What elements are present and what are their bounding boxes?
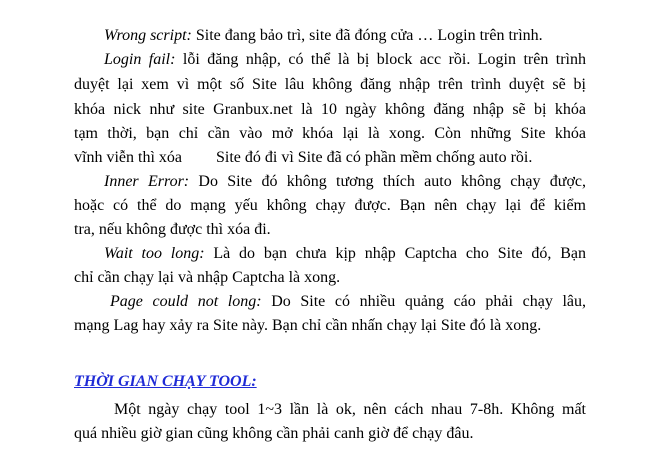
section-line-2: quá nhiều giờ gian cũng không cần phải canh giờ để chạy đâu.: [74, 425, 474, 442]
wrong-script-label: Wrong script:: [104, 27, 192, 44]
login-fail-line-1: [104, 50, 586, 70]
login-fail-line-3: khóa nick như site Granbux.net là 10 ngày không đăng nhập sẽ bị khóa: [74, 101, 586, 118]
section-line-1: Một ngày chạy tool 1~3 lần là ok, nên cách nhau 7-8h. Không mất: [114, 401, 586, 418]
login-fail-text-1: lỗi đăng nhập, có thể là bị block acc rồi. Login trên trình: [175, 51, 587, 68]
inner-error-text-1: Do Site đó không tương thích auto không chạy được,: [189, 173, 587, 190]
login-fail-text-5b: Site đó đi vì Site đã có phần mềm chống auto rồi.: [215, 149, 533, 166]
inner-error-line-3: tra, nếu không được thì xóa đi.: [74, 221, 271, 238]
wait-too-long-label: Wait too long:: [104, 245, 205, 262]
login-fail-line-4: tạm thời, bạn chỉ cần vào mở khóa lại là xong. Còn những Site khóa: [74, 125, 586, 142]
page-could-not-long-label: Page could not long:: [110, 293, 262, 310]
page-could-not-long-line-2: mạng Lag hay xảy ra Site này. Bạn chỉ cần nhấn chạy lại Site đó là xong.: [74, 317, 542, 334]
wrong-script-text: Site đang bảo trì, site đã đóng cửa … Login trên trình.: [191, 27, 543, 44]
inner-error-line-1: [104, 172, 586, 192]
page-could-not-long-text-1: Do Site có nhiều quảng cáo phải chạy lâu,: [261, 293, 586, 310]
wait-too-long-line-2: chỉ cần chạy lại và nhập Captcha là xong.: [74, 269, 341, 286]
login-fail-line-5: [74, 148, 532, 168]
wait-too-long-text-1: Là do bạn chưa kịp nhập Captcha cho Site đó, Bạn: [204, 245, 586, 262]
login-fail-line-2: duyệt lại xem vì một số Site lâu không đăng nhập trên trình duyệt sẽ bị: [74, 76, 586, 93]
login-fail-text-5a: vĩnh viễn thì xóa: [74, 149, 182, 166]
wrong-script-line-1: [104, 26, 543, 46]
page-could-not-long-line-1: [110, 292, 586, 312]
login-fail-label: Login fail:: [104, 51, 176, 68]
inner-error-line-2: hoặc có thể do mạng yếu không chạy được. Bạn nên chạy lại để kiểm: [74, 197, 586, 214]
wait-too-long-line-1: [104, 244, 586, 264]
inner-error-label: Inner Error:: [104, 173, 190, 190]
section-heading: THỜI GIAN CHẠY TOOL:: [74, 373, 257, 390]
